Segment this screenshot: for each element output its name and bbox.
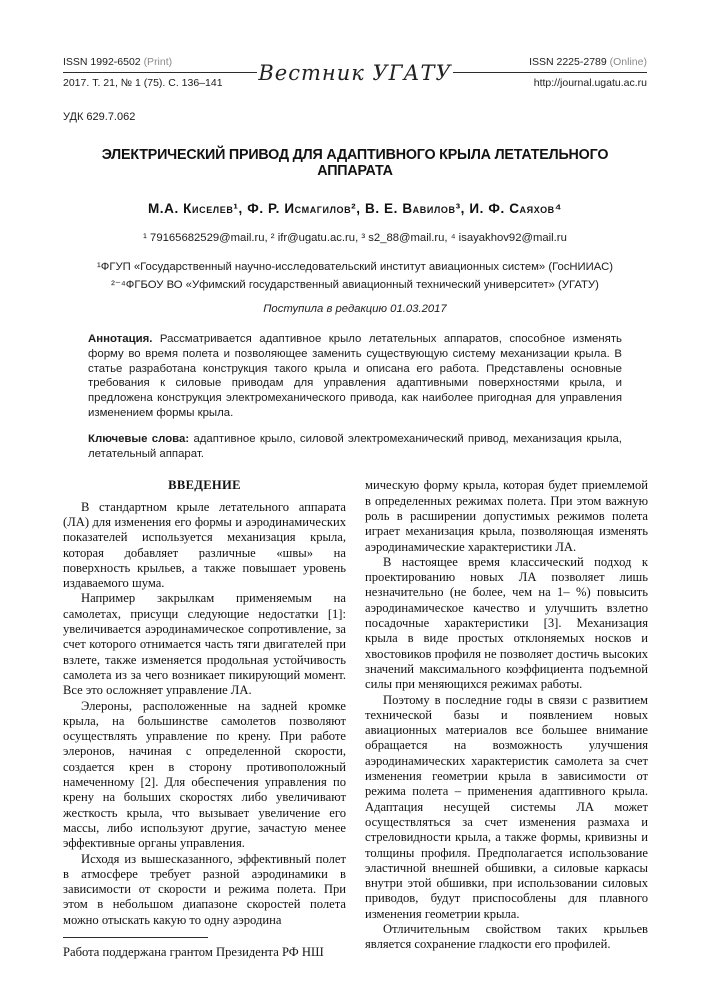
abstract-text: Рассматривается адаптивное крыло летательных аппаратов, способное изменять форму во время полета и позволяющее заменить существующую систему механизации крыла. В статье разработана конструкция такого крыла и описана его работа. Представлены основные требования к силовые приводам для управления адаптивными поверхностями крыла, и предложена конструкция электромеханического привода, как наиболее пригодная для управления изменением формы крыла. — [88, 333, 622, 419]
abstract-label: Аннотация. — [88, 333, 153, 345]
issn-online-label: (Online) — [609, 56, 647, 68]
abstract-block — [63, 332, 647, 421]
right-column — [365, 478, 648, 960]
issn-print-line — [63, 56, 257, 73]
udk-code: УДК 629.7.062 — [63, 111, 136, 123]
body-paragraph: мическую форму крыла, которая будет приемлемой в определенных режимах полета. При этом важную роль в расширении допустимых режимов полета играет механизация крыла, позволяющая изменять аэродинамические характеристики ЛА. — [365, 478, 648, 554]
body-paragraph: Исходя из вышесказанного, эффективный полет в атмосфере требует разной аэродинамики в зависимости от скорости и режима полета. При этом в небольшом диапазоне скоростей полета можно отыскать какую то одну аэродина — [63, 851, 346, 927]
affiliation-1: ¹ФГУП «Государственный научно-исследовательский институт авиационных систем» (ГосНИИАС) — [97, 261, 613, 273]
affiliations-block — [63, 258, 647, 294]
issn-online-number: ISSN 2225-2789 — [529, 56, 607, 68]
journal-header — [63, 56, 647, 89]
journal-url-link[interactable]: http://journal.ugatu.ac.ru — [533, 77, 647, 89]
authors-line: М.А. Киселев¹, Ф. Р. Исмагилов², В. Е. Вавилов³, И. Ф. Саяхов⁴ — [147, 201, 563, 216]
left-column — [63, 478, 346, 960]
body-paragraph: В стандартном крыле летательного аппарата (ЛА) для изменения его формы и аэродинамических показателей используется механизация крыла, которая добавляет различные «швы» на поверхность крыльев, а также повышает уровень издаваемого шума. — [63, 499, 346, 591]
body-paragraph: Элероны, расположенные на задней кромке крыла, на большинстве самолетов позволяют осуществлять управление по крену. При работе элеронов, начиная с определенной скорости, создается крен в сторону противоположный намеченному [2]. Для обеспечения управления по крену на больших скоростях либо увеличивают жесткость крыла, что вызывает увеличение его массы, либо используют другие, зачастую менее эффективные органы управления. — [63, 698, 346, 851]
author-emails[interactable]: ¹ 79165682529@mail.ru, ² ifr@ugatu.ac.ru, ³ s2_88@mail.ru, ⁴ isayakhov92@mail.ru — [143, 232, 567, 244]
keywords-text: адаптивное крыло, силовой электромеханический привод, механизация крыла, летательный аппарат. — [88, 432, 622, 460]
affiliation-2: ²⁻⁴ФГБОУ ВО «Уфимский государственный авиационный технический университет» (УГАТУ) — [111, 279, 599, 291]
volume-line: 2017. Т. 21, № 1 (75). С. 136–141 — [63, 77, 223, 89]
journal-logo: Вестник УГАТУ — [258, 60, 452, 85]
article-body — [63, 478, 647, 960]
issn-print-label: (Print) — [143, 56, 173, 68]
article-title: ЭЛЕКТРИЧЕСКИЙ ПРИВОД ДЛЯ АДАПТИВНОГО КРЫЛА ЛЕТАТЕЛЬНОГО АППАРАТА — [101, 147, 609, 179]
body-paragraph: В настоящее время классический подход к проектированию новых ЛА позволяет лишь незначительно (не более, чем на 1– %) повысить аэродинамическое качество и улучшить взлетно посадочные характеристики [3]. Механизация крыла в виде простых отклоняемых носков и хвостовиков профиля не позволяет достичь высоких значений максимального коэффициента подъемной силы при меняющихся режимах работы. — [365, 554, 648, 692]
header-left-block — [63, 56, 257, 89]
body-paragraph: Поэтому в последние годы в связи с развитием технической базы и появлением новых авиационных материалов все большее внимание обращается на возможность улучшения аэродинамических характеристик самолета за счет изменения геометрии крыла в зависимости от режима полета – применения адаптивного крыла. Адаптация несущей системы ЛА может осуществляться за счет изменения размаха и стреловидности крыла, а также формы, кривизны и толщины профиля. Предполагается использование эластичной внешней обшивки, а силовые каркасы внутри этой обшивки, при использовании силовых приводов, будут приспособлены для плавного изменения геометрии крыла. — [365, 692, 648, 921]
body-paragraph: Например закрылкам применяемым на самолетах, присущи следующие недостатки [1]: увеличивается аэродинамическое сопротивление, за счет которого отнимается часть тяги двигателей при взлете, также изменяется продольная устойчивость самолета из за чего возникает пикирующий момент. Все это осложняет управление ЛА. — [63, 591, 346, 698]
header-right-block — [453, 56, 647, 89]
received-date-line: Поступила в редакцию 01.03.2017 — [263, 303, 447, 315]
grant-footnote: Работа поддержана грантом Президента РФ НШ — [63, 944, 324, 959]
issn-online-line — [453, 56, 647, 73]
footnote-separator — [63, 937, 208, 938]
keywords-block — [63, 432, 647, 462]
keywords-label: Ключевые слова: — [88, 432, 190, 445]
journal-url-line — [453, 73, 647, 89]
body-paragraph: Отличительным свойством таких крыльев является сохранение гладкости его профилей. — [365, 921, 648, 952]
introduction-heading: ВВЕДЕНИЕ — [168, 478, 241, 493]
issn-print-number: ISSN 1992-6502 — [63, 56, 141, 68]
